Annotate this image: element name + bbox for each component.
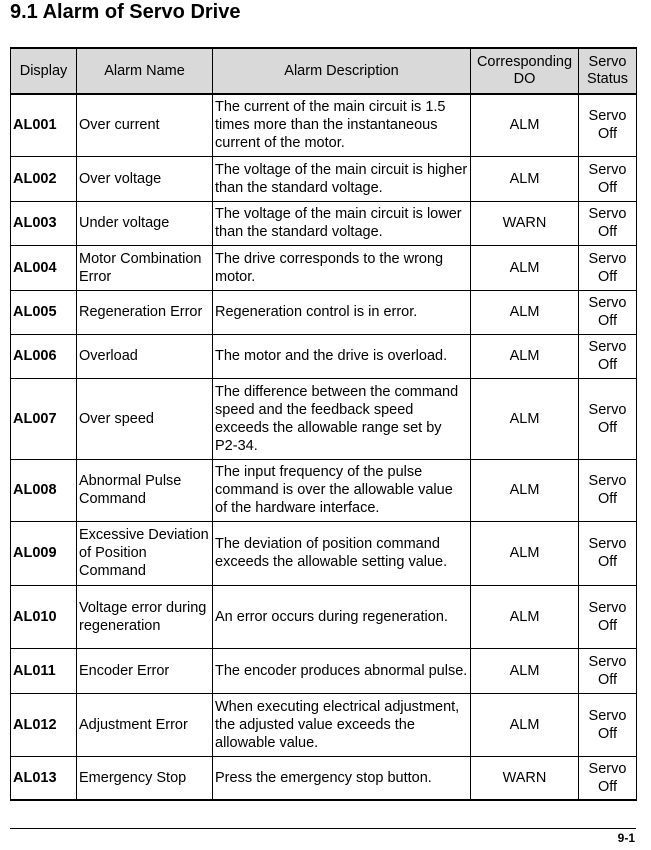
corresponding-do: ALM (471, 334, 579, 378)
servo-status: Servo Off (579, 94, 637, 156)
corresponding-do: ALM (471, 459, 579, 521)
alarm-name: Regeneration Error (77, 290, 213, 334)
servo-status: Servo Off (579, 459, 637, 521)
corresponding-do: WARN (471, 201, 579, 245)
servo-status: Servo Off (579, 378, 637, 459)
alarm-name: Excessive Deviation of Position Command (77, 521, 213, 585)
alarm-description: Regeneration control is in error. (213, 290, 471, 334)
alarm-description: The voltage of the main circuit is lower than the standard voltage. (213, 201, 471, 245)
alarm-name: Adjustment Error (77, 693, 213, 756)
alarm-table (10, 47, 637, 801)
servo-status: Servo Off (579, 756, 637, 800)
corresponding-do: ALM (471, 648, 579, 693)
table-row (11, 521, 637, 585)
header-alarm-description: Alarm Description (213, 48, 471, 94)
alarm-description: The current of the main circuit is 1.5 times more than the instantaneous current of the motor. (213, 94, 471, 156)
header-display: Display (11, 48, 77, 94)
alarm-name: Over speed (77, 378, 213, 459)
alarm-name: Over current (77, 94, 213, 156)
servo-status: Servo Off (579, 290, 637, 334)
servo-status: Servo Off (579, 245, 637, 290)
table-row (11, 156, 637, 201)
alarm-description: The motor and the drive is overload. (213, 334, 471, 378)
alarm-description: Press the emergency stop button. (213, 756, 471, 800)
section-title: 9.1 Alarm of Servo Drive (10, 1, 241, 23)
alarm-description: The difference between the command speed and the feedback speed exceeds the allowable range set by P2-34. (213, 378, 471, 459)
servo-status: Servo Off (579, 521, 637, 585)
corresponding-do: ALM (471, 156, 579, 201)
alarm-code: AL013 (11, 756, 77, 800)
alarm-code: AL004 (11, 245, 77, 290)
alarm-description: The encoder produces abnormal pulse. (213, 648, 471, 693)
alarm-name: Motor Combination Error (77, 245, 213, 290)
corresponding-do: ALM (471, 378, 579, 459)
alarm-code: AL010 (11, 585, 77, 648)
alarm-description: The drive corresponds to the wrong motor. (213, 245, 471, 290)
corresponding-do: ALM (471, 521, 579, 585)
alarm-code: AL006 (11, 334, 77, 378)
corresponding-do: ALM (471, 693, 579, 756)
alarm-code: AL012 (11, 693, 77, 756)
corresponding-do: WARN (471, 756, 579, 800)
table-row (11, 693, 637, 756)
table-header-row (11, 48, 637, 94)
page-number: 9-1 (617, 831, 635, 845)
alarm-name: Under voltage (77, 201, 213, 245)
servo-status: Servo Off (579, 585, 637, 648)
header-corresponding-do: Corresponding DO (471, 48, 579, 94)
alarm-code: AL011 (11, 648, 77, 693)
corresponding-do: ALM (471, 290, 579, 334)
table-row (11, 378, 637, 459)
table-row (11, 245, 637, 290)
table-row (11, 290, 637, 334)
alarm-description: When executing electrical adjustment, the adjusted value exceeds the allowable value. (213, 693, 471, 756)
corresponding-do: ALM (471, 94, 579, 156)
alarm-description: The input frequency of the pulse command is over the allowable value of the hardware interface. (213, 459, 471, 521)
alarm-code: AL008 (11, 459, 77, 521)
servo-status: Servo Off (579, 693, 637, 756)
servo-status: Servo Off (579, 156, 637, 201)
alarm-code: AL002 (11, 156, 77, 201)
alarm-name: Voltage error during regeneration (77, 585, 213, 648)
servo-status: Servo Off (579, 334, 637, 378)
alarm-description: An error occurs during regeneration. (213, 585, 471, 648)
alarm-name: Emergency Stop (77, 756, 213, 800)
table-row (11, 459, 637, 521)
alarm-name: Over voltage (77, 156, 213, 201)
alarm-description: The deviation of position command exceeds the allowable setting value. (213, 521, 471, 585)
alarm-code: AL003 (11, 201, 77, 245)
alarm-code: AL007 (11, 378, 77, 459)
alarm-name: Abnormal Pulse Command (77, 459, 213, 521)
alarm-code: AL005 (11, 290, 77, 334)
table-row (11, 648, 637, 693)
servo-status: Servo Off (579, 201, 637, 245)
header-alarm-name: Alarm Name (77, 48, 213, 94)
alarm-code: AL001 (11, 94, 77, 156)
table-row (11, 94, 637, 156)
table-row (11, 201, 637, 245)
table-row (11, 334, 637, 378)
corresponding-do: ALM (471, 585, 579, 648)
corresponding-do: ALM (471, 245, 579, 290)
table-row (11, 756, 637, 800)
servo-status: Servo Off (579, 648, 637, 693)
footer-divider (10, 828, 636, 829)
alarm-code: AL009 (11, 521, 77, 585)
header-servo-status: Servo Status (579, 48, 637, 94)
alarm-description: The voltage of the main circuit is higher than the standard voltage. (213, 156, 471, 201)
alarm-name: Encoder Error (77, 648, 213, 693)
alarm-name: Overload (77, 334, 213, 378)
table-row (11, 585, 637, 648)
